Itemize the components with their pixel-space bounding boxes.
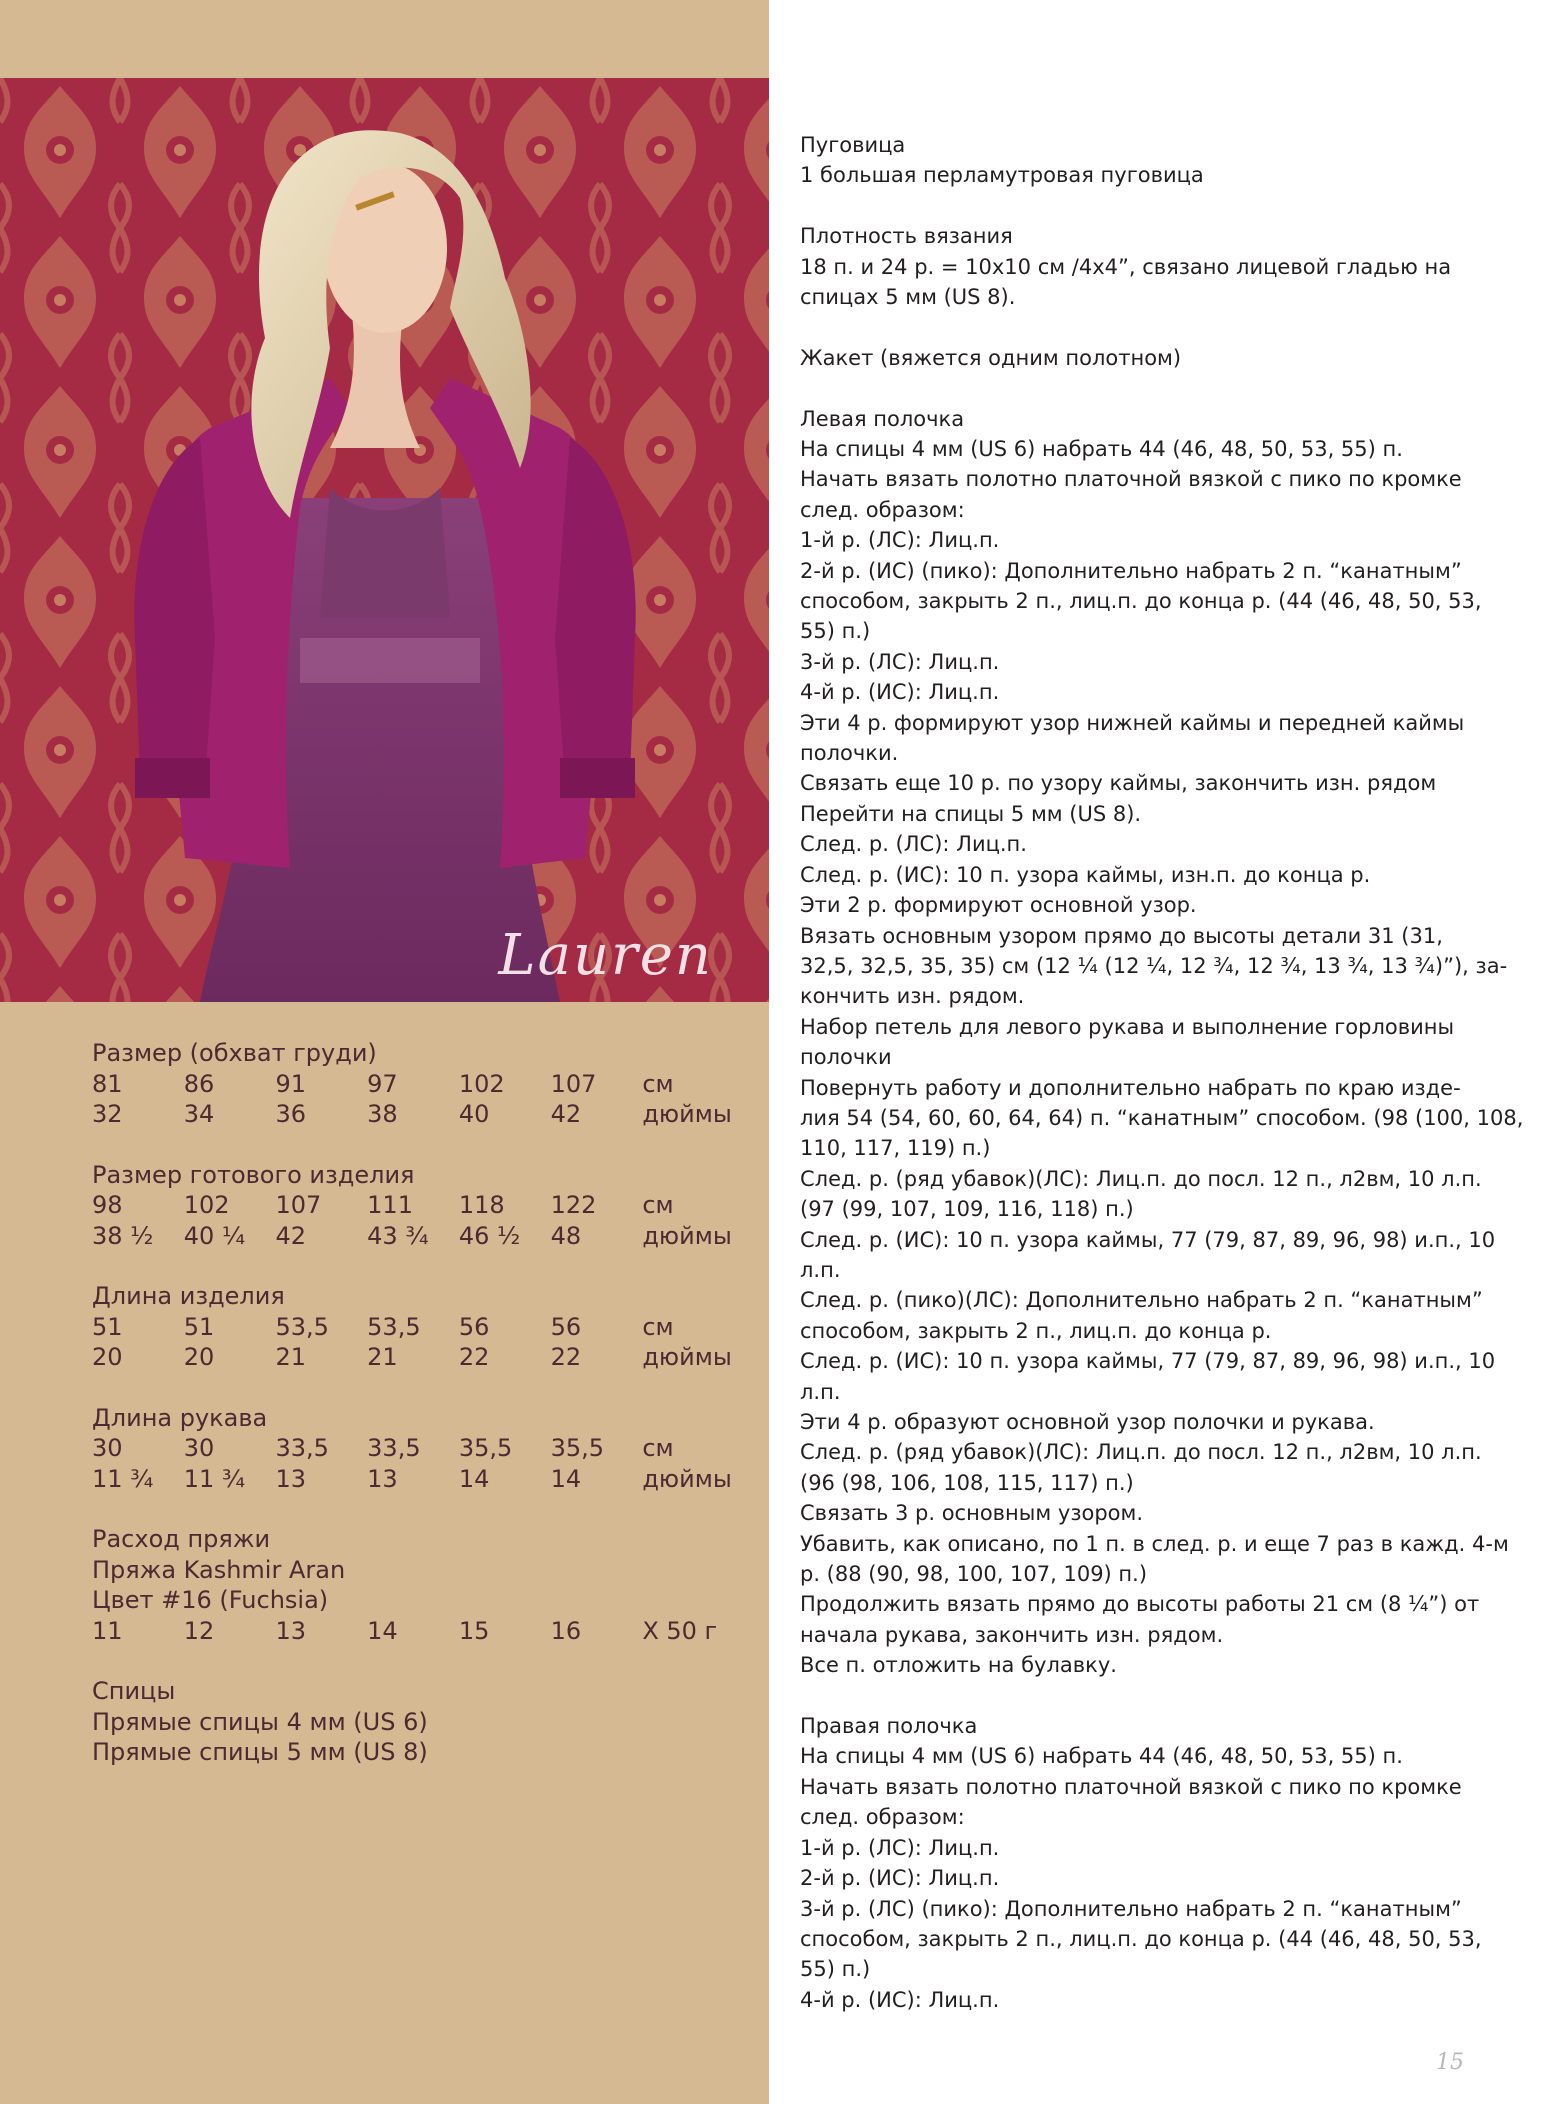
spec-chest-size (92, 1038, 732, 1130)
pattern-line: л.п. (800, 1379, 841, 1404)
spec-cell: 40 ¼ (183, 1221, 246, 1250)
spec-cell: 91 (275, 1069, 306, 1098)
spec-cell: 38 ½ (92, 1221, 154, 1250)
pattern-line: Левая полочка (800, 406, 965, 431)
pattern-line: 110, 117, 119) п.) (800, 1136, 991, 1161)
pattern-line: След. р. (ИС): 10 п. узора каймы, 77 (79, 87, 89, 96, 98) и.п., 10 (800, 1349, 1496, 1374)
paragraph-gap (800, 312, 1500, 342)
pattern-line: 32,5, 32,5, 35, 35) см (12 ¼ (12 ¼, 12 ¾, 12 ¾, 13 ¾, 13 ¾)”), за- (800, 953, 1508, 978)
pattern-line: След. р. (ИС): 10 п. узора каймы, изн.п. до конца р. (800, 862, 1371, 887)
pattern-line: 55) п.) (800, 1957, 871, 1982)
spec-unit: см (642, 1069, 674, 1098)
spec-cell: 14 (458, 1464, 490, 1493)
left-panel (0, 0, 769, 2104)
pattern-line: р. (88 (90, 98, 100, 107, 109) п.) (800, 1562, 1148, 1587)
spec-cell: 32 (92, 1100, 123, 1128)
spec-cell: 43 ¾ (367, 1221, 429, 1250)
pattern-line: Связать 3 р. основным узором. (800, 1501, 1144, 1526)
specs-panel (92, 1038, 732, 1798)
spec-cell: 14 (550, 1464, 582, 1493)
needle-line: Прямые спицы 4 мм (US 6) (92, 1707, 428, 1736)
spec-yarn (92, 1524, 732, 1646)
spec-title: Размер (обхват груди) (92, 1039, 377, 1067)
spec-cell: 53,5 (275, 1312, 329, 1341)
yarn-name: Пряжа Kashmir Aran (92, 1555, 346, 1584)
pattern-instructions (800, 130, 1524, 2015)
pattern-line: Пуговица (800, 133, 906, 157)
spec-title: Размер готового изделия (92, 1160, 415, 1189)
pattern-line: След. р. (ряд убавок)(ЛС): Лиц.п. до посл. 12 п., л2вм, 10 л.п. (800, 1440, 1482, 1465)
pattern-line: 1 большая перламутровая пуговица (800, 163, 1204, 188)
pattern-line: (96 (98, 106, 108, 115, 117) п.) (800, 1470, 1134, 1495)
pattern-line: Эти 4 р. образуют основной узор полочки и рукава. (800, 1410, 1375, 1435)
spec-cell: 107 (275, 1191, 322, 1219)
spec-unit: см (642, 1312, 674, 1341)
pattern-line: начала рукава, закончить изн. рядом. (800, 1622, 1224, 1647)
spec-cell: 20 (183, 1343, 215, 1371)
spec-cell: 81 (92, 1069, 123, 1098)
pattern-line: лия 54 (54, 60, 60, 64, 64) п. “канатным” способом. (98 (100, 108, (800, 1105, 1524, 1130)
spec-cell: 102 (183, 1191, 230, 1219)
spec-cell: 122 (550, 1191, 597, 1219)
photo-illustration (0, 78, 769, 1002)
spec-needles (92, 1676, 732, 1768)
pattern-line: Плотность вязания (800, 224, 1013, 249)
pattern-line: способом, закрыть 2 п., лиц.п. до конца р. (44 (46, 48, 50, 53, (800, 589, 1482, 614)
spec-title: Длина изделия (92, 1282, 285, 1310)
spec-cell: 42 (550, 1100, 582, 1128)
spec-cell: 111 (367, 1191, 413, 1219)
pattern-line: На спицы 4 мм (US 6) набрать 44 (46, 48, 50, 53, 55) п. (800, 1744, 1403, 1769)
spec-cell: 21 (275, 1343, 306, 1371)
pattern-line: 55) п.) (800, 619, 871, 644)
spec-cell: 12 (183, 1616, 215, 1645)
pattern-line: След. р. (ЛС): Лиц.п. (800, 832, 1027, 857)
spec-row (92, 1069, 732, 1100)
spec-cell: 21 (367, 1343, 398, 1371)
spec-cell: 102 (458, 1069, 505, 1098)
spec-row (92, 1433, 732, 1464)
pattern-line: На спицы 4 мм (US 6) набрать 44 (46, 48, 50, 53, 55) п. (800, 437, 1403, 462)
pattern-line: Эти 2 р. формируют основной узор. (800, 893, 1197, 918)
pattern-line: 4-й р. (ИС): Лиц.п. (800, 1987, 1000, 2012)
spec-cell: 42 (275, 1221, 306, 1250)
pattern-line: Продолжить вязать прямо до высоты работы 21 см (8 ¼”) от (800, 1592, 1480, 1617)
pattern-line: след. образом: (800, 497, 965, 522)
paragraph-gap (800, 373, 1500, 403)
spec-length (92, 1281, 732, 1373)
spec-row (92, 1221, 732, 1252)
spec-cell: 48 (550, 1221, 582, 1250)
pattern-line: Начать вязать полотно платочной вязкой с пико по кромке (800, 1774, 1462, 1799)
pattern-line: способом, закрыть 2 п., лиц.п. до конца р. (800, 1318, 1272, 1343)
spec-finished-size (92, 1160, 732, 1252)
pattern-line: Эти 4 р. формируют узор нижней каймы и передней каймы (800, 710, 1465, 735)
spec-cell: 13 (367, 1464, 398, 1493)
spec-cell: 13 (275, 1616, 306, 1645)
spec-cell: 35,5 (458, 1434, 513, 1462)
yarn-color: Цвет #16 (Fuchsia) (92, 1586, 329, 1614)
pattern-line: Правая полочка (800, 1714, 978, 1739)
spec-cell: 30 (183, 1434, 215, 1462)
spec-cell: 51 (183, 1312, 215, 1341)
pattern-line: (97 (99, 107, 109, 116, 118) п.) (800, 1197, 1134, 1222)
pattern-line: кончить изн. рядом. (800, 984, 1025, 1009)
pattern-line: 1-й р. (ЛС): Лиц.п. (800, 1835, 1000, 1860)
pattern-line: л.п. (800, 1257, 841, 1282)
spec-cell: 56 (458, 1312, 490, 1341)
spec-row (92, 1190, 732, 1221)
spec-unit: дюймы (642, 1100, 732, 1128)
pattern-line: Перейти на спицы 5 мм (US 8). (800, 801, 1142, 826)
pattern-line: 3-й р. (ЛС): Лиц.п. (800, 649, 1000, 674)
spec-title: Спицы (92, 1677, 176, 1705)
page-number: 15 (1436, 2050, 1464, 2075)
spec-unit: дюймы (642, 1343, 732, 1371)
spec-cell: 97 (367, 1069, 398, 1098)
spec-cell: 14 (367, 1616, 398, 1645)
spec-title: Расход пряжи (92, 1525, 271, 1553)
spec-row (92, 1464, 732, 1495)
spec-sleeve-length (92, 1403, 732, 1495)
needle-line: Прямые спицы 5 мм (US 8) (92, 1738, 428, 1766)
pattern-line: 4-й р. (ИС): Лиц.п. (800, 680, 1000, 705)
spec-cell: 33,5 (367, 1434, 421, 1462)
spec-title: Длина рукава (92, 1403, 268, 1432)
pattern-line: Начать вязать полотно платочной вязкой с пико по кромке (800, 467, 1462, 492)
spec-unit: см (642, 1434, 674, 1462)
pattern-line: способом, закрыть 2 п., лиц.п. до конца р. (44 (46, 48, 50, 53, (800, 1926, 1482, 1951)
spec-cell: 34 (183, 1100, 215, 1128)
spec-cell: 11 (92, 1616, 123, 1645)
spec-cell: 56 (550, 1312, 582, 1341)
pattern-line: Жакет (вяжется одним полотном) (800, 345, 1182, 370)
spec-cell: 22 (458, 1343, 490, 1371)
spec-cell: 30 (92, 1434, 123, 1462)
spec-unit: X 50 г (642, 1616, 718, 1645)
spec-unit: см (642, 1191, 674, 1219)
paragraph-gap (800, 191, 1500, 221)
paragraph-gap (800, 1681, 1500, 1711)
pattern-line: 18 п. и 24 р. = 10x10 см /4x4”, связано лицевой гладью на (800, 254, 1452, 279)
spec-cell: 11 ¾ (183, 1464, 246, 1493)
spec-row (92, 1099, 732, 1130)
pattern-line: Повернуть работу и дополнительно набрать по краю изде- (800, 1075, 1461, 1100)
spec-cell: 36 (275, 1100, 306, 1128)
pattern-line: След. р. (ряд убавок)(ЛС): Лиц.п. до посл. 12 п., л2вм, 10 л.п. (800, 1166, 1482, 1191)
pattern-line: след. образом: (800, 1805, 965, 1830)
spec-cell: 53,5 (367, 1312, 421, 1341)
pattern-line: След. р. (пико)(ЛС): Дополнительно набрать 2 п. “канатным” (800, 1288, 1483, 1313)
spec-cell: 33,5 (275, 1434, 329, 1462)
spec-unit: дюймы (642, 1221, 732, 1250)
spec-cell: 51 (92, 1312, 123, 1341)
pattern-line: Все п. отложить на булавку. (800, 1653, 1117, 1678)
spec-unit: дюймы (642, 1464, 732, 1493)
spec-cell: 16 (550, 1616, 582, 1645)
pattern-line: 2-й р. (ИС) (пико): Дополнительно набрать 2 п. “канатным” (800, 558, 1462, 583)
spec-cell: 20 (92, 1343, 123, 1371)
pattern-line: 1-й р. (ЛС): Лиц.п. (800, 528, 1000, 553)
spec-row (92, 1312, 732, 1343)
spec-cell: 40 (458, 1100, 490, 1128)
spec-cell: 35,5 (550, 1434, 605, 1462)
spec-cell: 98 (92, 1191, 123, 1219)
spec-cell: 15 (458, 1616, 490, 1645)
model-photo (0, 78, 769, 1002)
spec-cell: 38 (367, 1100, 398, 1128)
pattern-line: 2-й р. (ИС): Лиц.п. (800, 1866, 1000, 1891)
spec-cell: 86 (183, 1069, 215, 1098)
spec-cell: 13 (275, 1464, 306, 1493)
spec-cell: 22 (550, 1343, 582, 1371)
pattern-line: полочки. (800, 741, 899, 766)
pattern-line: Связать еще 10 р. по узору каймы, закончить изн. рядом (800, 771, 1437, 796)
spec-cell: 118 (458, 1191, 505, 1219)
pattern-line: Убавить, как описано, по 1 п. в след. р. и еще 7 раз в кажд. 4-м (800, 1531, 1509, 1556)
spec-cell: 107 (550, 1069, 597, 1098)
pattern-line: полочки (800, 1045, 892, 1070)
pattern-line: спицах 5 мм (US 8). (800, 285, 1016, 310)
spec-cell: 46 ½ (458, 1221, 521, 1250)
spec-row (92, 1342, 732, 1373)
pattern-line: Вязать основным узором прямо до высоты детали 31 (31, (800, 923, 1443, 948)
photo-caption: Lauren (498, 923, 713, 988)
spec-row (92, 1616, 732, 1647)
pattern-line: След. р. (ИС): 10 п. узора каймы, 77 (79, 87, 89, 96, 98) и.п., 10 (800, 1227, 1496, 1252)
pattern-line: Набор петель для левого рукава и выполнение горловины (800, 1014, 1455, 1039)
pattern-line: 3-й р. (ЛС) (пико): Дополнительно набрать 2 п. “канатным” (800, 1896, 1462, 1921)
spec-cell: 11 ¾ (92, 1464, 154, 1493)
